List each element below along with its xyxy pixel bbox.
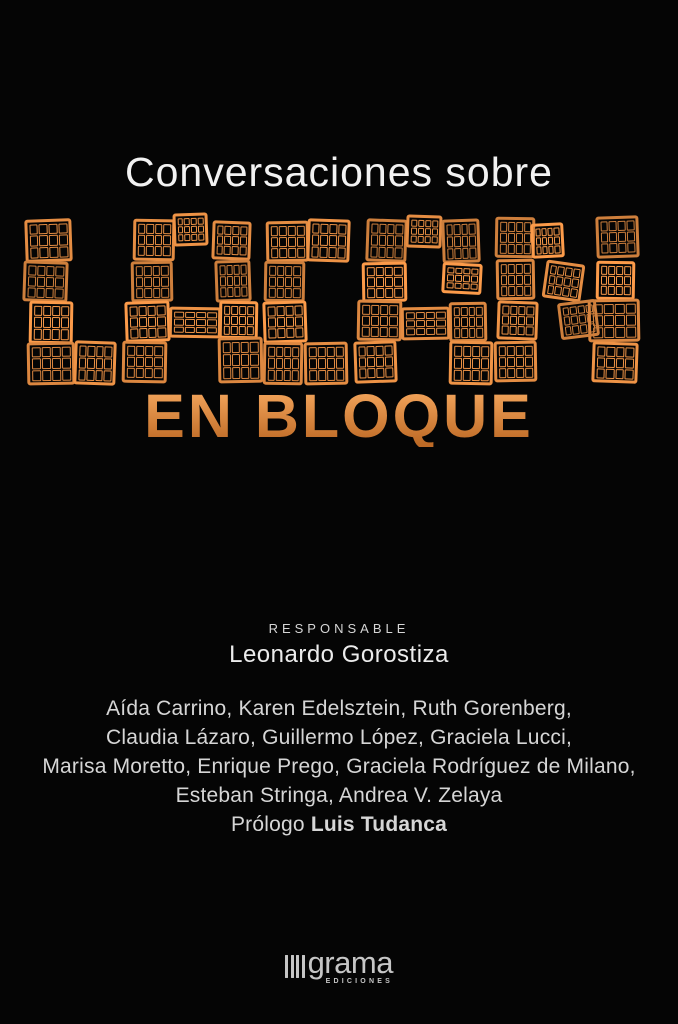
crate-block: [441, 218, 481, 263]
crate-block: [264, 261, 306, 303]
prologue-name: Luis Tudanca: [310, 813, 448, 836]
crate-block: [362, 262, 408, 303]
prologue-line: [0, 810, 678, 839]
crate-block: [365, 218, 407, 262]
crate-block: [449, 302, 488, 343]
crate-block: [169, 307, 222, 339]
title-word: [0, 0, 1, 1]
crate-block: [495, 217, 536, 259]
crate-block: [24, 218, 72, 263]
crate-block: [262, 300, 307, 344]
crate-block: [542, 259, 586, 302]
publisher-area: [0, 945, 678, 986]
responsable-label: RESPONSABLE: [268, 621, 410, 636]
prologue-label: Prólogo: [230, 813, 305, 836]
crate-block: [405, 214, 442, 248]
crate-block: [211, 220, 251, 260]
crate-block: [441, 262, 483, 295]
crate-block: [401, 307, 451, 341]
responsable-name: Leonardo Gorostiza: [229, 641, 449, 668]
crate-block: [596, 261, 636, 301]
crate-block: [557, 299, 600, 340]
crate-block: [27, 342, 76, 386]
crate-block: [133, 219, 176, 262]
publisher-name: grama: [307, 945, 393, 980]
crate-block: [530, 222, 565, 259]
authors-block: [0, 694, 678, 839]
crate-block: [266, 221, 310, 263]
barcode-bars-icon: [285, 955, 305, 978]
crate-block: [304, 342, 349, 386]
crate-block: [263, 342, 304, 386]
crate-block: [591, 341, 638, 384]
crate-block: [496, 259, 536, 301]
crate-block: [124, 300, 170, 343]
crate-block: [131, 261, 174, 303]
crate-block: [22, 260, 68, 303]
subtitle: EN BLOQUE: [0, 386, 678, 447]
crate-block: [122, 341, 168, 384]
crate-block: [357, 300, 403, 342]
authors-line: Esteban Stringa, Andrea V. Zelaya: [175, 784, 503, 807]
authors-line: Claudia Lázaro, Guillermo López, Graciela Lucci,: [106, 726, 572, 749]
pretitle: Conversaciones sobre: [125, 149, 553, 195]
crate-block: [73, 340, 117, 385]
crate-block: [214, 259, 251, 302]
crate-block: [172, 212, 208, 246]
crate-block: [29, 301, 74, 345]
publisher-tagline: EDICIONES: [325, 978, 393, 985]
crate-block: [306, 218, 350, 262]
crate-block: [496, 300, 538, 340]
crate-block: [353, 340, 397, 383]
crate-block: [218, 337, 264, 384]
crate-block: [219, 301, 259, 340]
crate-block: [449, 341, 494, 386]
crate-block: [595, 215, 639, 258]
publisher-logo: [285, 945, 393, 986]
authors-line: Marisa Moretto, Enrique Prego, Graciela Rodríguez de Milano,: [42, 755, 636, 778]
authors-line: Aída Carrino, Karen Edelsztein, Ruth Gorenberg,: [106, 697, 572, 720]
crate-block: [494, 341, 538, 383]
